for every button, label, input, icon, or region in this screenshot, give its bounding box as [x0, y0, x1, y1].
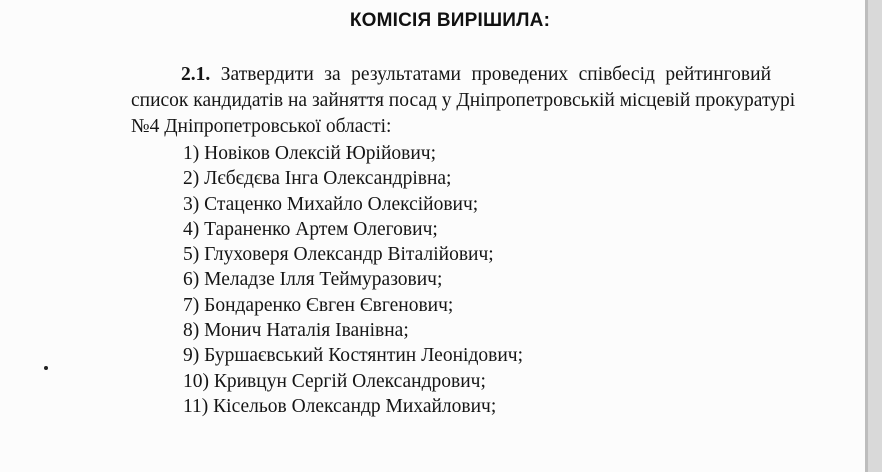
list-item: 1) Новіков Олексій Юрійович;: [183, 143, 436, 164]
list-item: 5) Глуховеря Олександр Віталійович;: [183, 244, 494, 266]
list-item: 2) Лєбєдєва Інга Олександрівна;: [183, 168, 452, 190]
list-item: 4) Тараненко Артем Олегович;: [183, 218, 438, 240]
list-item: 9) Буршаєвський Костянтин Леонідович;: [183, 345, 523, 367]
clause-text-1: Затвердити за результатами проведених співбесід рейтинговий: [220, 64, 772, 85]
list-item: 8) Монич Наталія Іванівна;: [183, 320, 409, 342]
list-item: 10) Кривцун Сергій Олександрович;: [183, 370, 486, 392]
list-item: 11) Кісельов Олександр Михайлович;: [183, 395, 497, 417]
candidates-list: [183, 141, 523, 419]
clause-line-2: список кандидатів на зайняття посад у Дніпропетровській місцевій прокуратурі: [131, 90, 796, 111]
clause-line-3: №4 Дніпропетровської області:: [131, 116, 392, 137]
decision-heading: КОМІСІЯ ВИРІШИЛА:: [349, 10, 551, 31]
list-item: 3) Стаценко Михайло Олексійович;: [183, 193, 479, 215]
list-item: 7) Бондаренко Євген Євгенович;: [183, 294, 454, 316]
page-edge-shadow: [865, 0, 868, 472]
list-item: 6) Меладзе Ілля Теймуразович;: [183, 269, 443, 291]
clause-line-1: [131, 62, 771, 88]
clause-number: 2.1.: [181, 64, 211, 85]
scan-speck: [44, 366, 48, 370]
